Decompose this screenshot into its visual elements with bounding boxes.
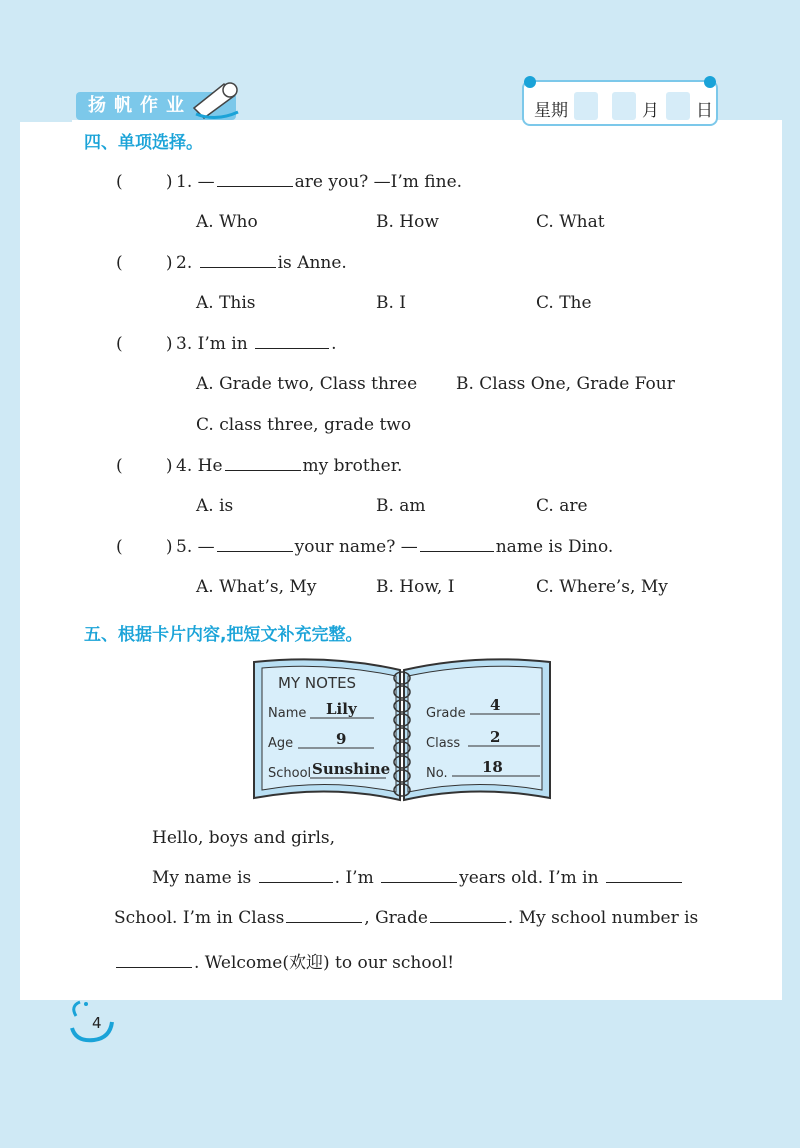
brand-title: 扬帆作业 xyxy=(76,92,236,120)
option-b[interactable]: B. am xyxy=(376,496,426,516)
passage-text: . I’m xyxy=(334,868,374,888)
question-3 xyxy=(176,334,336,354)
passage-text: . My school number is xyxy=(507,908,699,928)
option-b[interactable]: B. How xyxy=(376,212,439,232)
class-value: 2 xyxy=(490,728,501,746)
age-label: Age xyxy=(268,736,294,751)
question-text: are you? —I’m fine. xyxy=(294,172,463,192)
notes-card xyxy=(250,656,554,806)
option-a[interactable]: A. Grade two, Class three xyxy=(196,374,418,394)
answer-bracket[interactable]: ( ) xyxy=(116,253,173,273)
passage-line-3 xyxy=(114,908,698,928)
month-label: 月 xyxy=(642,101,659,121)
question-number: 3. I’m in xyxy=(176,334,254,354)
answer-blank[interactable] xyxy=(116,966,192,968)
answer-blank[interactable] xyxy=(420,550,494,552)
question-2 xyxy=(176,253,347,273)
page-number: 4 xyxy=(92,1014,102,1032)
section-5-title: 五、根据卡片内容,把短文补充完整。 xyxy=(84,625,363,645)
passage-line-1: Hello, boys and girls, xyxy=(152,828,336,848)
section-4-title: 四、单项选择。 xyxy=(84,133,203,153)
answer-blank[interactable] xyxy=(430,921,506,923)
question-text: . xyxy=(331,334,337,354)
option-a[interactable]: A. is xyxy=(196,496,234,516)
class-label: Class xyxy=(426,736,461,751)
option-b[interactable]: B. I xyxy=(376,293,407,313)
age-value: 9 xyxy=(336,730,347,748)
option-c[interactable]: C. What xyxy=(536,212,605,232)
option-a[interactable]: A. This xyxy=(196,293,256,313)
option-a[interactable]: A. What’s, My xyxy=(196,577,317,597)
question-text: my brother. xyxy=(302,456,403,476)
option-b[interactable]: B. How, I xyxy=(376,577,455,597)
pin-icon xyxy=(704,76,716,88)
notes-heading: MY NOTES xyxy=(278,674,357,692)
option-c[interactable]: C. The xyxy=(536,293,592,313)
answer-blank[interactable] xyxy=(225,469,301,471)
day-field[interactable] xyxy=(666,92,690,120)
question-number: 5. — xyxy=(176,537,215,557)
footer-band xyxy=(0,1000,800,1148)
answer-blank[interactable] xyxy=(217,185,293,187)
answer-blank[interactable] xyxy=(381,881,457,883)
weekday-label: 星期 xyxy=(534,101,568,121)
number-label: No. xyxy=(426,766,448,781)
question-text: name is Dino. xyxy=(495,537,614,557)
answer-blank[interactable] xyxy=(286,921,362,923)
passage-text: , Grade xyxy=(364,908,428,928)
option-c[interactable]: C. are xyxy=(536,496,588,516)
question-number: 2. xyxy=(176,253,198,273)
weekday-field[interactable] xyxy=(574,92,598,120)
answer-blank[interactable] xyxy=(259,881,333,883)
answer-blank[interactable] xyxy=(217,550,293,552)
passage-text: . Welcome(欢迎) to our school! xyxy=(194,953,455,973)
question-4 xyxy=(176,456,402,476)
wave-icon xyxy=(66,998,116,1044)
day-label: 日 xyxy=(696,101,713,121)
boat-icon xyxy=(190,78,242,122)
answer-bracket[interactable]: ( ) xyxy=(116,456,173,476)
question-5 xyxy=(176,537,613,557)
passage-text: years old. I’m in xyxy=(459,868,599,888)
option-c[interactable]: C. class three, grade two xyxy=(196,415,412,435)
month-field[interactable] xyxy=(612,92,636,120)
answer-bracket[interactable]: ( ) xyxy=(116,172,173,192)
grade-value: 4 xyxy=(490,696,501,714)
question-number: 4. He xyxy=(176,456,223,476)
name-label: Name xyxy=(268,706,307,721)
option-c[interactable]: C. Where’s, My xyxy=(536,577,668,597)
question-1 xyxy=(176,172,462,192)
question-text: your name? — xyxy=(294,537,418,557)
school-label: School xyxy=(268,766,312,781)
option-b[interactable]: B. Class One, Grade Four xyxy=(456,374,675,394)
question-text: is Anne. xyxy=(277,253,347,273)
passage-text: My name is xyxy=(152,868,252,888)
answer-blank[interactable] xyxy=(606,881,682,883)
passage-line-4 xyxy=(114,948,454,973)
answer-blank[interactable] xyxy=(255,347,329,349)
answer-bracket[interactable]: ( ) xyxy=(116,334,173,354)
name-value: Lily xyxy=(326,700,357,718)
answer-bracket[interactable]: ( ) xyxy=(116,537,173,557)
passage-text: School. I’m in Class xyxy=(114,908,285,928)
answer-blank[interactable] xyxy=(200,266,276,268)
pin-icon xyxy=(524,76,536,88)
school-value: Sunshine xyxy=(312,760,391,778)
option-a[interactable]: A. Who xyxy=(196,212,258,232)
number-value: 18 xyxy=(482,758,503,776)
question-number: 1. — xyxy=(176,172,215,192)
content-area xyxy=(72,120,782,998)
passage-line-2 xyxy=(152,868,684,888)
grade-label: Grade xyxy=(426,706,466,721)
